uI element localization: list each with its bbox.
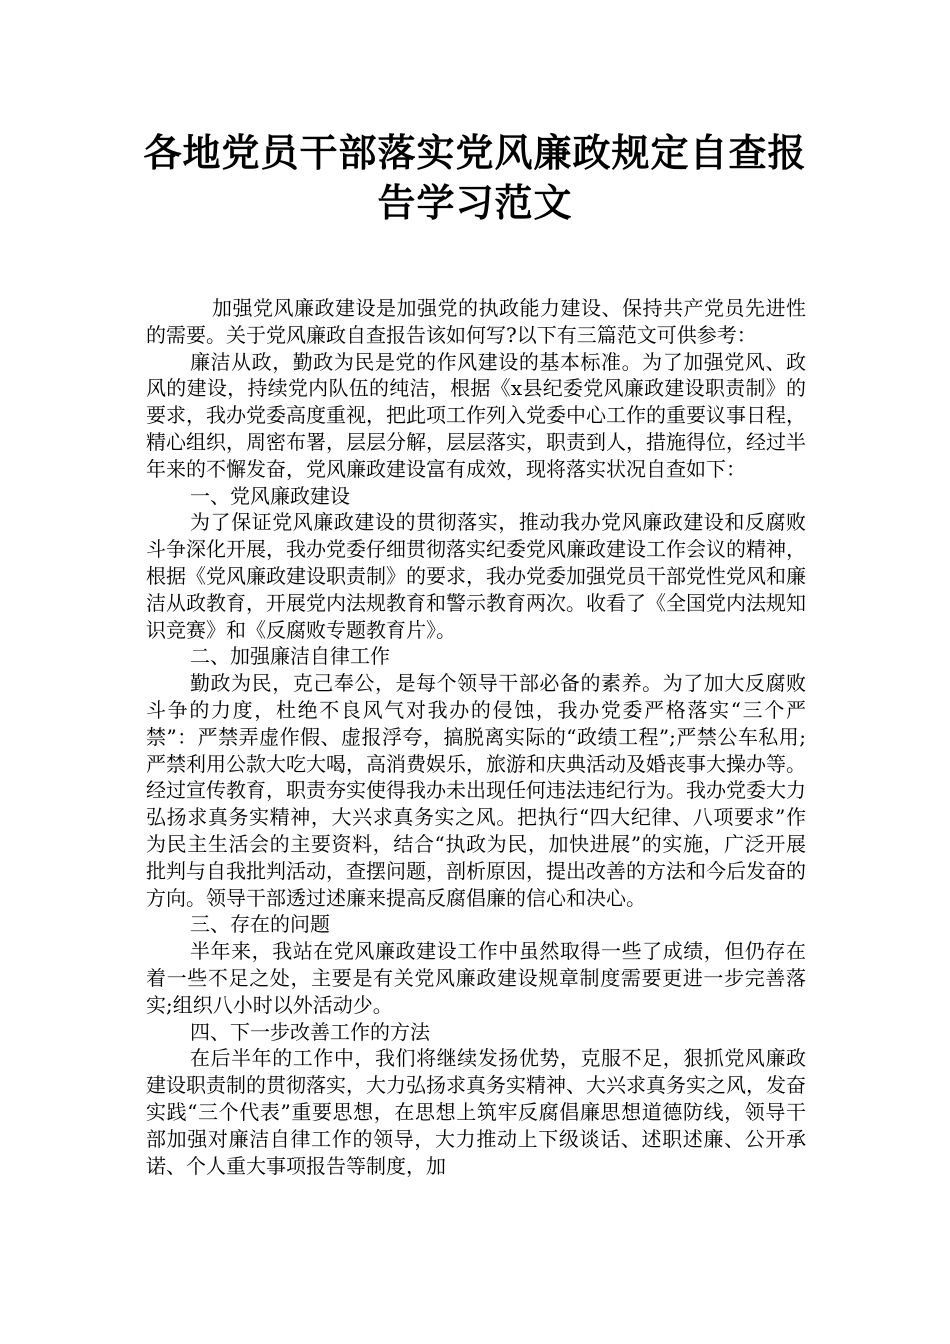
body-paragraph: 在后半年的工作中，我们将继续发扬优势，克服不足，狠抓党风廉政建设职责制的贯彻落实，大力弘扬求真务实精神、大兴求真务实之风，发奋实践“三个代表”重要思想，在思想上筑牢反腐倡廉思想道德防线，领导干部加强对廉洁自律工作的领导，大力推动上下级谈话、述职述廉、公开承诺、个人重大事项报告等制度，加 xyxy=(146,1046,806,1178)
section-heading: 二、加强廉洁自律工作 xyxy=(190,644,390,669)
body-paragraph: 半年来，我站在党风廉政建设工作中虽然取得一些了成绩，但仍存在着一些不足之处，主要是有关党风廉政建设规章制度需要更进一步完善落实;组织八小时以外活动少。 xyxy=(146,939,806,1017)
section-heading: 三、存在的问题 xyxy=(190,912,330,937)
body-paragraph: 勤政为民，克己奉公，是每个领导干部必备的素养。为了加大反腐败斗争的力度，杜绝不良风气对我办的侵蚀，我办党委严格落实“三个严禁”：严禁弄虚作假、虚报浮夸，搞脱离实际的“政绩工程”;严禁公车私用;严禁利用公款大吃大喝，高消费娱乐，旅游和庆典活动及婚丧事大操办等。经过宣传教育，职责夯实使得我办未出现任何违法违纪行为。我办党委大力弘扬求真务实精神，大兴求真务实之风。把执行“四大纪律、八项要求”作为民主生活会的主要资料，结合“执政为民，加快进展”的实施，广泛开展批判与自我批判活动，查摆问题，剖析原因，提出改善的方法和今后发奋的方向。领导干部透过述廉来提高反腐倡廉的信心和决心。 xyxy=(146,671,806,910)
document-title: 各地党员干部落实党风廉政规定自查报告学习范文 xyxy=(143,131,807,225)
body-paragraph: 为了保证党风廉政建设的贯彻落实，推动我办党风廉政建设和反腐败斗争深化开展，我办党委仔细贯彻落实纪委党风廉政建设工作会议的精神，根据《党风廉政建设职责制》的要求，我办党委加强党员干部党性党风和廉洁从政教育，开展党内法规教育和警示教育两次。收看了《全国党内法规知识竞赛》和《反腐败专题教育片》。 xyxy=(146,510,806,642)
intro-paragraph: 加强党风廉政建设是加强党的执政能力建设、保持共产党员先进性的需要。关于党风廉政自查报告该如何写?以下有三篇范文可供参考： xyxy=(146,296,806,347)
section-heading: 一、党风廉政建设 xyxy=(190,483,350,508)
document-body xyxy=(146,295,806,1179)
section-heading: 四、下一步改善工作的方法 xyxy=(190,1019,430,1044)
body-paragraph: 廉洁从政，勤政为民是党的作风建设的基本标准。为了加强党风、政风的建设，持续党内队伍的纯洁，根据《x县纪委党风廉政建设职责制》的要求，我办党委高度重视，把此项工作列入党委中心工作的重要议事日程，精心组织，周密布署，层层分解，层层落实，职责到人，措施得位，经过半年来的不懈发奋，党风廉政建设富有成效，现将落实状况自查如下： xyxy=(146,349,806,481)
